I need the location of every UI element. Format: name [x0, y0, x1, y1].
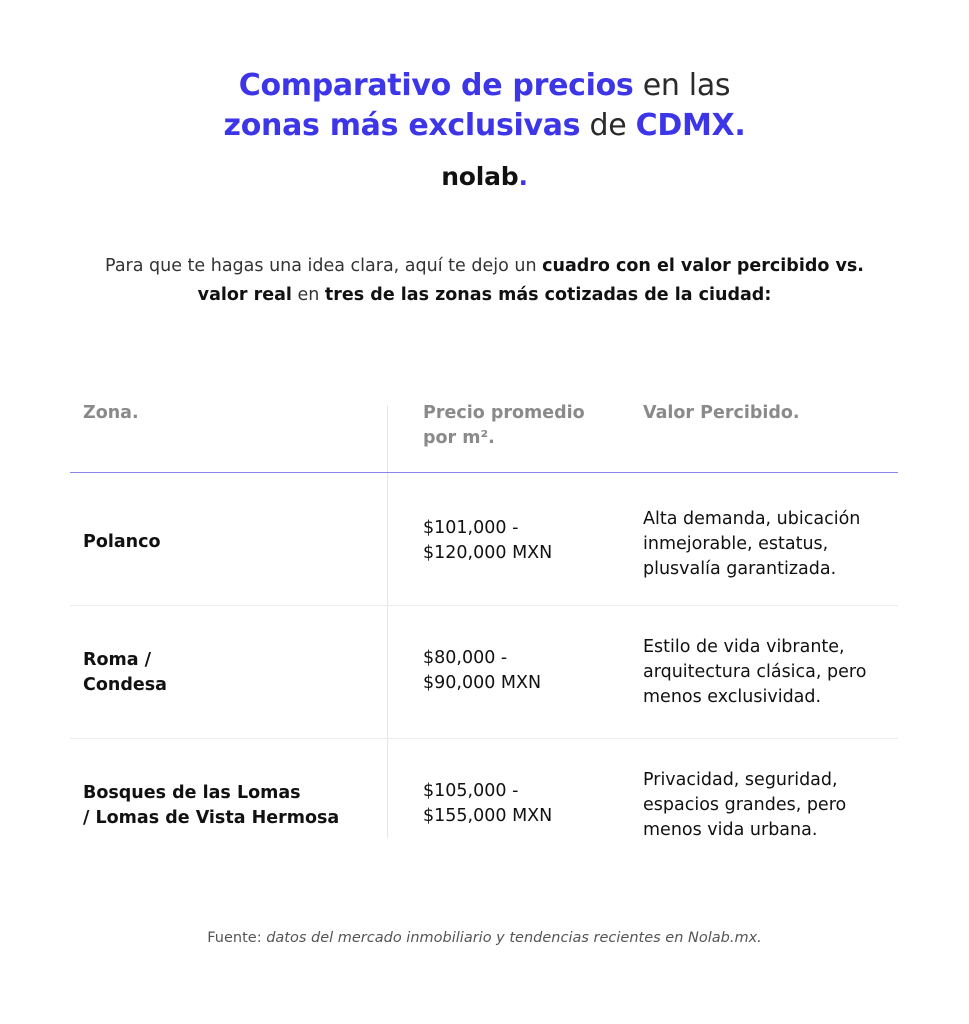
valor-line: menos exclusividad. [643, 687, 822, 707]
valor-line: arquitectura clásica, pero [643, 662, 867, 682]
title-line-1 [0, 66, 969, 106]
zona-line: Roma / [83, 650, 152, 670]
intro-paragraph [100, 252, 869, 310]
intro-part-2: en [291, 285, 325, 305]
logo-dot: . [518, 162, 528, 191]
zona-cell [83, 648, 167, 698]
valor-line: plusvalía garantizada. [643, 559, 837, 579]
table-row [70, 739, 898, 871]
title-line-2 [0, 106, 969, 146]
valor-line: inmejorable, estatus, [643, 534, 829, 554]
header-precio [423, 401, 585, 451]
precio-line: $105,000 - [423, 781, 519, 801]
zona-line: Condesa [83, 675, 167, 695]
zona-cell [83, 530, 161, 555]
valor-cell [643, 507, 903, 582]
precio-line: $120,000 MXN [423, 543, 553, 563]
valor-line: menos vida urbana. [643, 820, 818, 840]
precio-cell [423, 779, 623, 829]
zona-line: Bosques de las Lomas [83, 783, 301, 803]
intro-bold-1: cuadro con el valor percibido vs. valor real [197, 256, 864, 305]
header-valor: Valor Percibido. [643, 403, 800, 423]
price-comparison-table [70, 395, 898, 871]
valor-cell [643, 768, 903, 843]
title-plain-2: de [580, 108, 636, 143]
zona-line: Polanco [83, 532, 161, 552]
valor-line: Privacidad, seguridad, [643, 770, 838, 790]
table-row [70, 606, 898, 739]
intro-part-1: Para que te hagas una idea clara, aquí te dejo un [105, 256, 543, 276]
precio-line: $90,000 MXN [423, 673, 542, 693]
precio-line: $80,000 - [423, 648, 508, 668]
logo-text: nolab [441, 162, 519, 191]
title-plain-1: en las [633, 68, 731, 103]
title-accent-2: zonas más exclusivas [223, 108, 581, 143]
source-label: Fuente: [207, 930, 267, 946]
zona-cell [83, 781, 339, 831]
valor-line: Estilo de vida vibrante, [643, 637, 845, 657]
valor-line: Alta demanda, ubicación [643, 509, 861, 529]
source-footnote [0, 930, 969, 946]
nolab-logo [0, 162, 969, 191]
table-header [70, 395, 898, 473]
table-row [70, 473, 898, 606]
precio-line: $101,000 - [423, 518, 519, 538]
page-title [0, 66, 969, 146]
source-text: datos del mercado inmobiliario y tendencias recientes en Nolab.mx. [266, 930, 762, 946]
precio-line: $155,000 MXN [423, 806, 553, 826]
header-precio-line-2: por m². [423, 428, 495, 448]
valor-cell [643, 635, 903, 710]
header-precio-line-1: Precio promedio [423, 403, 585, 423]
precio-cell [423, 646, 623, 696]
precio-cell [423, 516, 623, 566]
valor-line: espacios grandes, pero [643, 795, 847, 815]
title-accent-3: CDMX. [635, 108, 746, 143]
header-zona: Zona. [83, 403, 139, 423]
intro-bold-2: tres de las zonas más cotizadas de la ciudad: [324, 285, 772, 305]
title-accent-1: Comparativo de precios [238, 68, 634, 103]
zona-line: / Lomas de Vista Hermosa [83, 808, 340, 828]
